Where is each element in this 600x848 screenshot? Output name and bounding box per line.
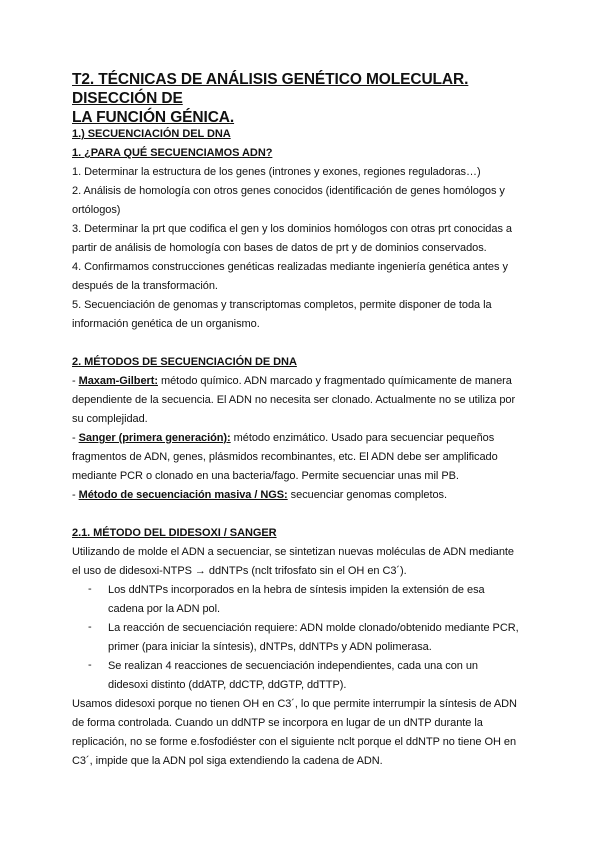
sanger-term: Sanger (primera generación): xyxy=(78,432,231,444)
maxam-rest: método químico. ADN marcado y fragmentado químicamente de manera xyxy=(158,375,512,387)
ngs-prefix: - xyxy=(72,489,79,501)
bullet-1-line-1: Los ddNTPs incorporados en la hebra de síntesis impiden la extensión de esa xyxy=(108,584,485,596)
bullet-1-line-2: cadena por la ADN pol. xyxy=(108,603,221,615)
maxam-term: Maxam-Gilbert: xyxy=(78,375,158,387)
bullet-2-line-1: La reacción de secuenciación requiere: ADN molde clonado/obtenido mediante PCR, xyxy=(108,622,519,634)
section-2-heading: 2. MÉTODOS DE SECUENCIACIÓN DE DNA xyxy=(72,356,297,368)
sanger-prefix: - xyxy=(72,432,79,444)
sanger-rest: método enzimático. Usado para secuenciar pequeños xyxy=(230,432,495,444)
maxam-prefix: - xyxy=(72,375,79,387)
s21-intro-line-1: Utilizando de molde el ADN a secuenciar, se sintetizan nuevas moléculas de ADN mediante xyxy=(72,546,515,558)
s1-line-1: 1. Determinar la estructura de los genes (intrones y exones, regiones reguladoras…) xyxy=(72,166,481,178)
maxam-line-2: dependiente de la secuencia. El ADN no necesita ser clonado. Actualmente no se utiliza por xyxy=(72,394,516,406)
s1-line-2: 2. Análisis de homología con otros genes conocidos (identificación de genes homólogos y xyxy=(72,185,505,197)
section-1-subheading: 1. ¿PARA QUÉ SECUENCIAMOS ADN? xyxy=(72,147,273,159)
bullet-3-line-2: didesoxi distinto (ddATP, ddCTP, ddGTP, ddTTP). xyxy=(108,679,347,691)
s1-line-7: después de la transformación. xyxy=(72,280,218,292)
sanger-line-3: mediante PCR o clonado en una bacteria/fago. Permite secuenciar unas mil PB. xyxy=(72,470,459,482)
ngs-line xyxy=(72,488,447,502)
s21-end-line-4: C3´, impide que la ADN pol siga extendiendo la cadena de ADN. xyxy=(72,755,383,767)
maxam-line-1 xyxy=(72,374,512,388)
bullet-2-line-2: primer (para iniciar la síntesis), dNTPs, ddNTPs y ADN polimerasa. xyxy=(108,641,432,653)
title-line-1: T2. TÉCNICAS DE ANÁLISIS GENÉTICO MOLECULAR. DISECCIÓN DE xyxy=(72,71,469,107)
s1-line-8: 5. Secuenciación de genomas y transcriptomas completos, permite disponer de toda la xyxy=(72,299,492,311)
s1-line-5: partir de análisis de homología con bases de datos de prt y de dominios conservados. xyxy=(72,242,487,254)
s21-intro-line-2: el uso de didesoxi-NTPS → ddNTPs (nclt trifosfato sin el OH en C3´). xyxy=(72,565,407,577)
s21-end-line-2: de forma controlada. Cuando un ddNTP se incorpora en lugar de un dNTP durante la xyxy=(72,717,483,729)
s1-line-6: 4. Confirmamos construcciones genéticas realizadas mediante ingeniería genética antes y xyxy=(72,261,508,273)
s1-line-3: ortólogos) xyxy=(72,204,121,216)
document-title xyxy=(72,70,522,127)
ngs-rest: secuenciar genomas completos. xyxy=(287,489,447,501)
sanger-line-2: fragmentos de ADN, genes, plásmidos recombinantes, etc. El ADN debe ser amplificado xyxy=(72,451,498,463)
bullet-dash-1: - xyxy=(88,583,92,595)
bullet-dash-3: - xyxy=(88,659,92,671)
bullet-dash-2: - xyxy=(88,621,92,633)
bullet-3-line-1: Se realizan 4 reacciones de secuenciación independientes, cada una con un xyxy=(108,660,479,672)
s1-line-4: 3. Determinar la prt que codifica el gen y los dominios homólogos con otras prt conocidas a xyxy=(72,223,512,235)
sanger-line-1 xyxy=(72,431,494,445)
section-1-heading: 1.) SECUENCIACIÓN DEL DNA xyxy=(72,128,231,140)
s21-end-line-3: replicación, no se forme e.fosfodiéster con el siguiente nclt porque el ddNTP no tiene OH en xyxy=(72,736,517,748)
title-line-2: LA FUNCIÓN GÉNICA. xyxy=(72,109,235,126)
maxam-line-3: su complejidad. xyxy=(72,413,148,425)
ngs-term: Método de secuenciación masiva / NGS: xyxy=(78,489,288,501)
section-2-1-heading: 2.1. MÉTODO DEL DIDESOXI / SANGER xyxy=(72,527,277,539)
s1-line-9: información genética de un organismo. xyxy=(72,318,260,330)
s21-end-line-1: Usamos didesoxi porque no tienen OH en C3´, lo que permite interrumpir la síntesis de ADN xyxy=(72,698,517,710)
